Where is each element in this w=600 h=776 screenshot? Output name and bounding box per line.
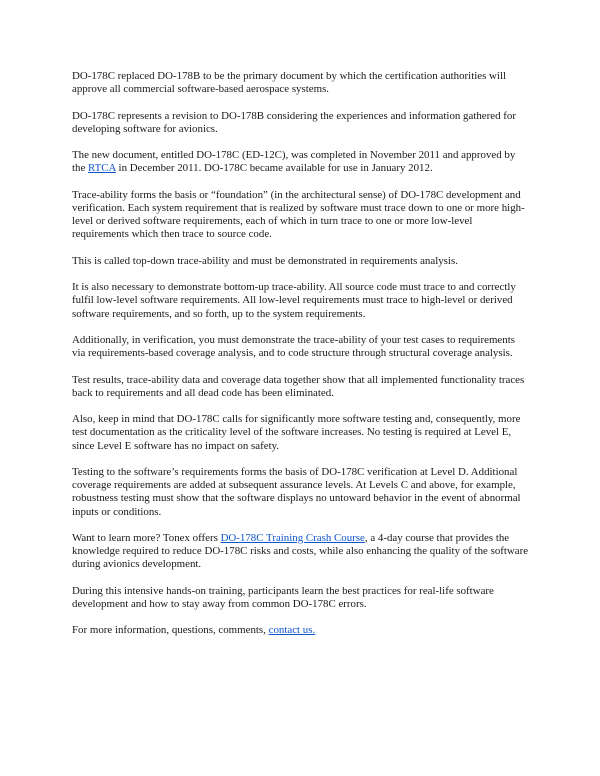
training-course-link[interactable]: DO-178C Training Crash Course [220,531,365,544]
paragraph-text: , a 4-day course that provides the knowledge required to reduce DO-178C risks and costs, while also enhancing the quality of the software during avionics development. [72,531,529,571]
paragraph-text: For more information, questions, comments, [72,624,269,637]
paragraph-requirements-testing: Testing to the software’s requirements forms the basis of DO-178C verification at Level D. Additional coverage requirements are added at subsequent assurance levels. At Levels C and above, for example, robustness testing must show that the software displays no untoward behavior in the event of abnormal inputs or conditions. [72,465,521,518]
paragraph-test-results: Test results, trace-ability data and coverage data together show that all implemented functionality traces back to requirements and all dead code has been eliminated. [72,373,525,399]
paragraph-traceability-basis: Trace-ability forms the basis or “foundation” (in the architectural sense) of DO-178C development and verification. Each system requirement that is realized by software must trace down to one or more high-level or derived software requirements, each of which in turn trace to one or more low-level requirements which then trace to source code. [72,188,525,241]
paragraph-text: Want to learn more? Tonex offers [72,531,221,544]
contact-us-link[interactable]: contact us. [268,624,316,637]
paragraph-bottom-up: It is also necessary to demonstrate bottom-up trace-ability. All source code must trace to and correctly fulfil low-level software requirements. All low-level requirements must trace to high-level or derived software requirements, and so forth, up to the system requirements. [72,281,516,320]
paragraph-do178c-revision: DO-178C represents a revision to DO-178B considering the experiences and information gathered for developing software for avionics. [72,109,516,135]
paragraph-top-down: This is called top-down trace-ability and must be demonstrated in requirements analysis. [72,254,458,267]
paragraph-text: The new document, entitled DO-178C (ED-12C), was completed in November 2011 and approved by the [72,149,516,175]
paragraph-verification: Additionally, in verification, you must demonstrate the trace-ability of your test cases to requirements via requirements-based coverage analysis, and to code structure through structural coverage analysis. [72,333,515,360]
paragraph-contact [72,624,530,637]
paragraph-text: in December 2011. DO-178C became available for use in January 2012. [115,162,433,175]
paragraph-new-document [72,149,530,175]
paragraph-training: During this intensive hands-on training, participants learn the best practices for real-life software development and how to stay away from common DO-178C errors. [72,584,494,610]
paragraph-learn-more [72,532,530,572]
rtca-link[interactable]: RTCA [88,162,116,175]
paragraph-do178c-replaced: DO-178C replaced DO-178B to be the primary document by which the certification authorities will approve all commercial software-based aerospace systems. [72,70,506,96]
paragraph-testing-levels: Also, keep in mind that DO-178C calls for significantly more software testing and, consequently, more test documentation as the criticality level of the software increases. No testing is required at Level E, since Level E software has no impact on safety. [72,413,521,452]
